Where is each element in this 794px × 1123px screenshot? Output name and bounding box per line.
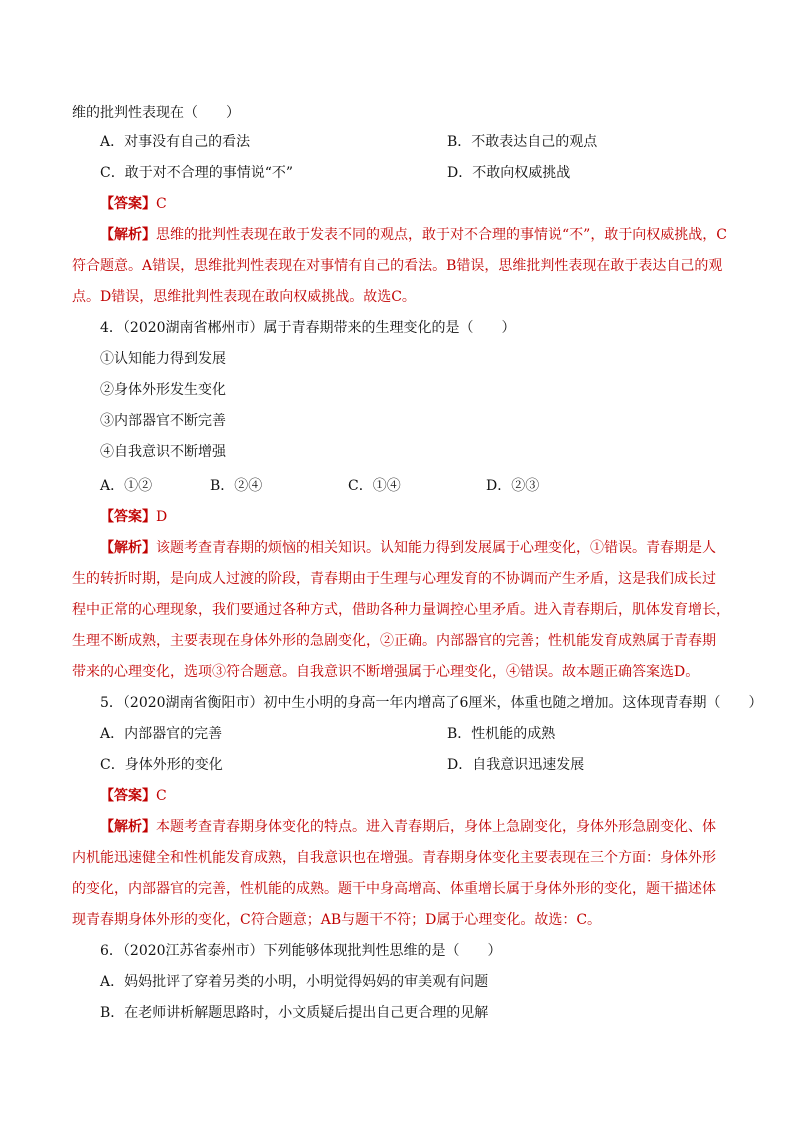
answer-value: D [156,509,168,525]
q4-item-1: ①认知能力得到发展 [100,351,226,367]
q4-analysis-line-3: 程中正常的心理现象，我们要通过各种方式，借助各种力量调控心里矛盾。进入青春期后，肌体发育增长， [72,602,730,618]
q5-analysis-line-4: 现青春期身体外形的变化，C符合题意；AB与题干不符；D属于心理变化。故选：C。 [72,912,602,928]
q3-option-d: D．不敢向权威挑战 [447,165,571,181]
analysis-label: 【解析】 [100,227,156,243]
q3-option-a: A．对事没有自己的看法 [100,134,251,150]
q4-analysis-line-4: 生理不断成熟，主要表现在身体外形的急剧变化，②正确。内部器官的完善；性机能发育成熟属于青春期 [72,633,716,649]
q4-item-4: ④自我意识不断增强 [100,444,226,460]
q3-options-row1 [100,132,700,152]
analysis-label: 【解析】 [100,540,156,556]
q3-answer [100,194,167,214]
q5-option-a: A．内部器官的完善 [100,726,223,742]
answer-label: 【答案】 [100,509,156,525]
q4-item-2: ②身体外形发生变化 [100,382,226,398]
q5-options-row1 [100,724,700,744]
q5-answer [100,786,167,806]
analysis-text: 该题考查青春期的烦恼的相关知识。认知能力得到发展属于心理变化，①错误。青春期是人 [156,540,716,556]
q4-analysis-line-2: 生的转折时期，是向成人过渡的阶段，青春期由于生理与心理发育的不协调而产生矛盾，这是我们成长过 [72,571,716,587]
answer-value: C [156,788,167,804]
q3-option-c: C．敢于对不合理的事情说“不” [100,165,294,181]
answer-value: C [156,196,167,212]
q4-analysis-line-5: 带来的心理变化，选项③符合题意。自我意识不断增强属于心理变化，④错误。故本题正确答案选D。 [72,664,700,680]
q3-option-b: B．不敢表达自己的观点 [447,134,598,150]
q4-item-3: ③内部器官不断完善 [100,413,226,429]
answer-label: 【答案】 [100,196,156,212]
analysis-text: 思维的批判性表现在敢于发表不同的观点，敢于对不合理的事情说“不”，敢于向权威挑战，C [156,227,728,243]
q3-analysis-line-3: 点。D错误，思维批判性表现在敢向权威挑战。故选C。 [72,289,416,305]
q5-stem: 5．（2020湖南省衡阳市）初中生小明的身高一年内增高了6厘米，体重也随之增加。这体现青春期（ ） [100,695,763,711]
q5-option-b: B．性机能的成熟 [447,726,556,742]
q3-stem: 维的批判性表现在（ ） [72,105,240,121]
q5-option-d: D．自我意识迅速发展 [447,757,585,773]
q3-analysis-line-2: 符合题意。A错误，思维批判性表现在对事情有自己的看法。B错误，思维批判性表现在敢于表达自己的观 [72,258,723,274]
q4-options-row [100,476,700,496]
q4-option-d: D．②③ [486,478,540,494]
analysis-label: 【解析】 [100,819,156,835]
q4-option-c: C．①④ [348,478,401,494]
q4-analysis-line-1 [100,538,716,558]
q4-stem: 4．（2020湖南省郴州市）属于青春期带来的生理变化的是（ ） [100,320,516,336]
q5-option-c: C．身体外形的变化 [100,757,223,773]
answer-label: 【答案】 [100,788,156,804]
q4-option-a: A．①② [100,478,153,494]
q5-analysis-line-2: 内机能迅速健全和性机能发育成熟，自我意识也在增强。青春期身体变化主要表现在三个方面：身体外形 [72,850,716,866]
q6-stem: 6．（2020江苏省泰州市）下列能够体现批判性思维的是（ ） [100,943,502,959]
q4-option-b: B．②④ [210,478,263,494]
q6-option-a: A．妈妈批评了穿着另类的小明，小明觉得妈妈的审美观有问题 [100,974,489,990]
q3-analysis-line-1 [100,225,727,245]
q4-answer [100,507,167,527]
q5-analysis-line-1 [100,817,716,837]
analysis-text: 本题考查青春期身体变化的特点。进入青春期后，身体上急剧变化，身体外形急剧变化、体 [156,819,716,835]
q5-analysis-line-3: 的变化，内部器官的完善，性机能的成熟。题干中身高增高、体重增长属于身体外形的变化，题干描述体 [72,881,716,897]
q3-options-row2 [100,163,700,183]
q6-option-b: B．在老师讲析解题思路时，小文质疑后提出自己更合理的见解 [100,1005,489,1021]
q5-options-row2 [100,755,700,775]
